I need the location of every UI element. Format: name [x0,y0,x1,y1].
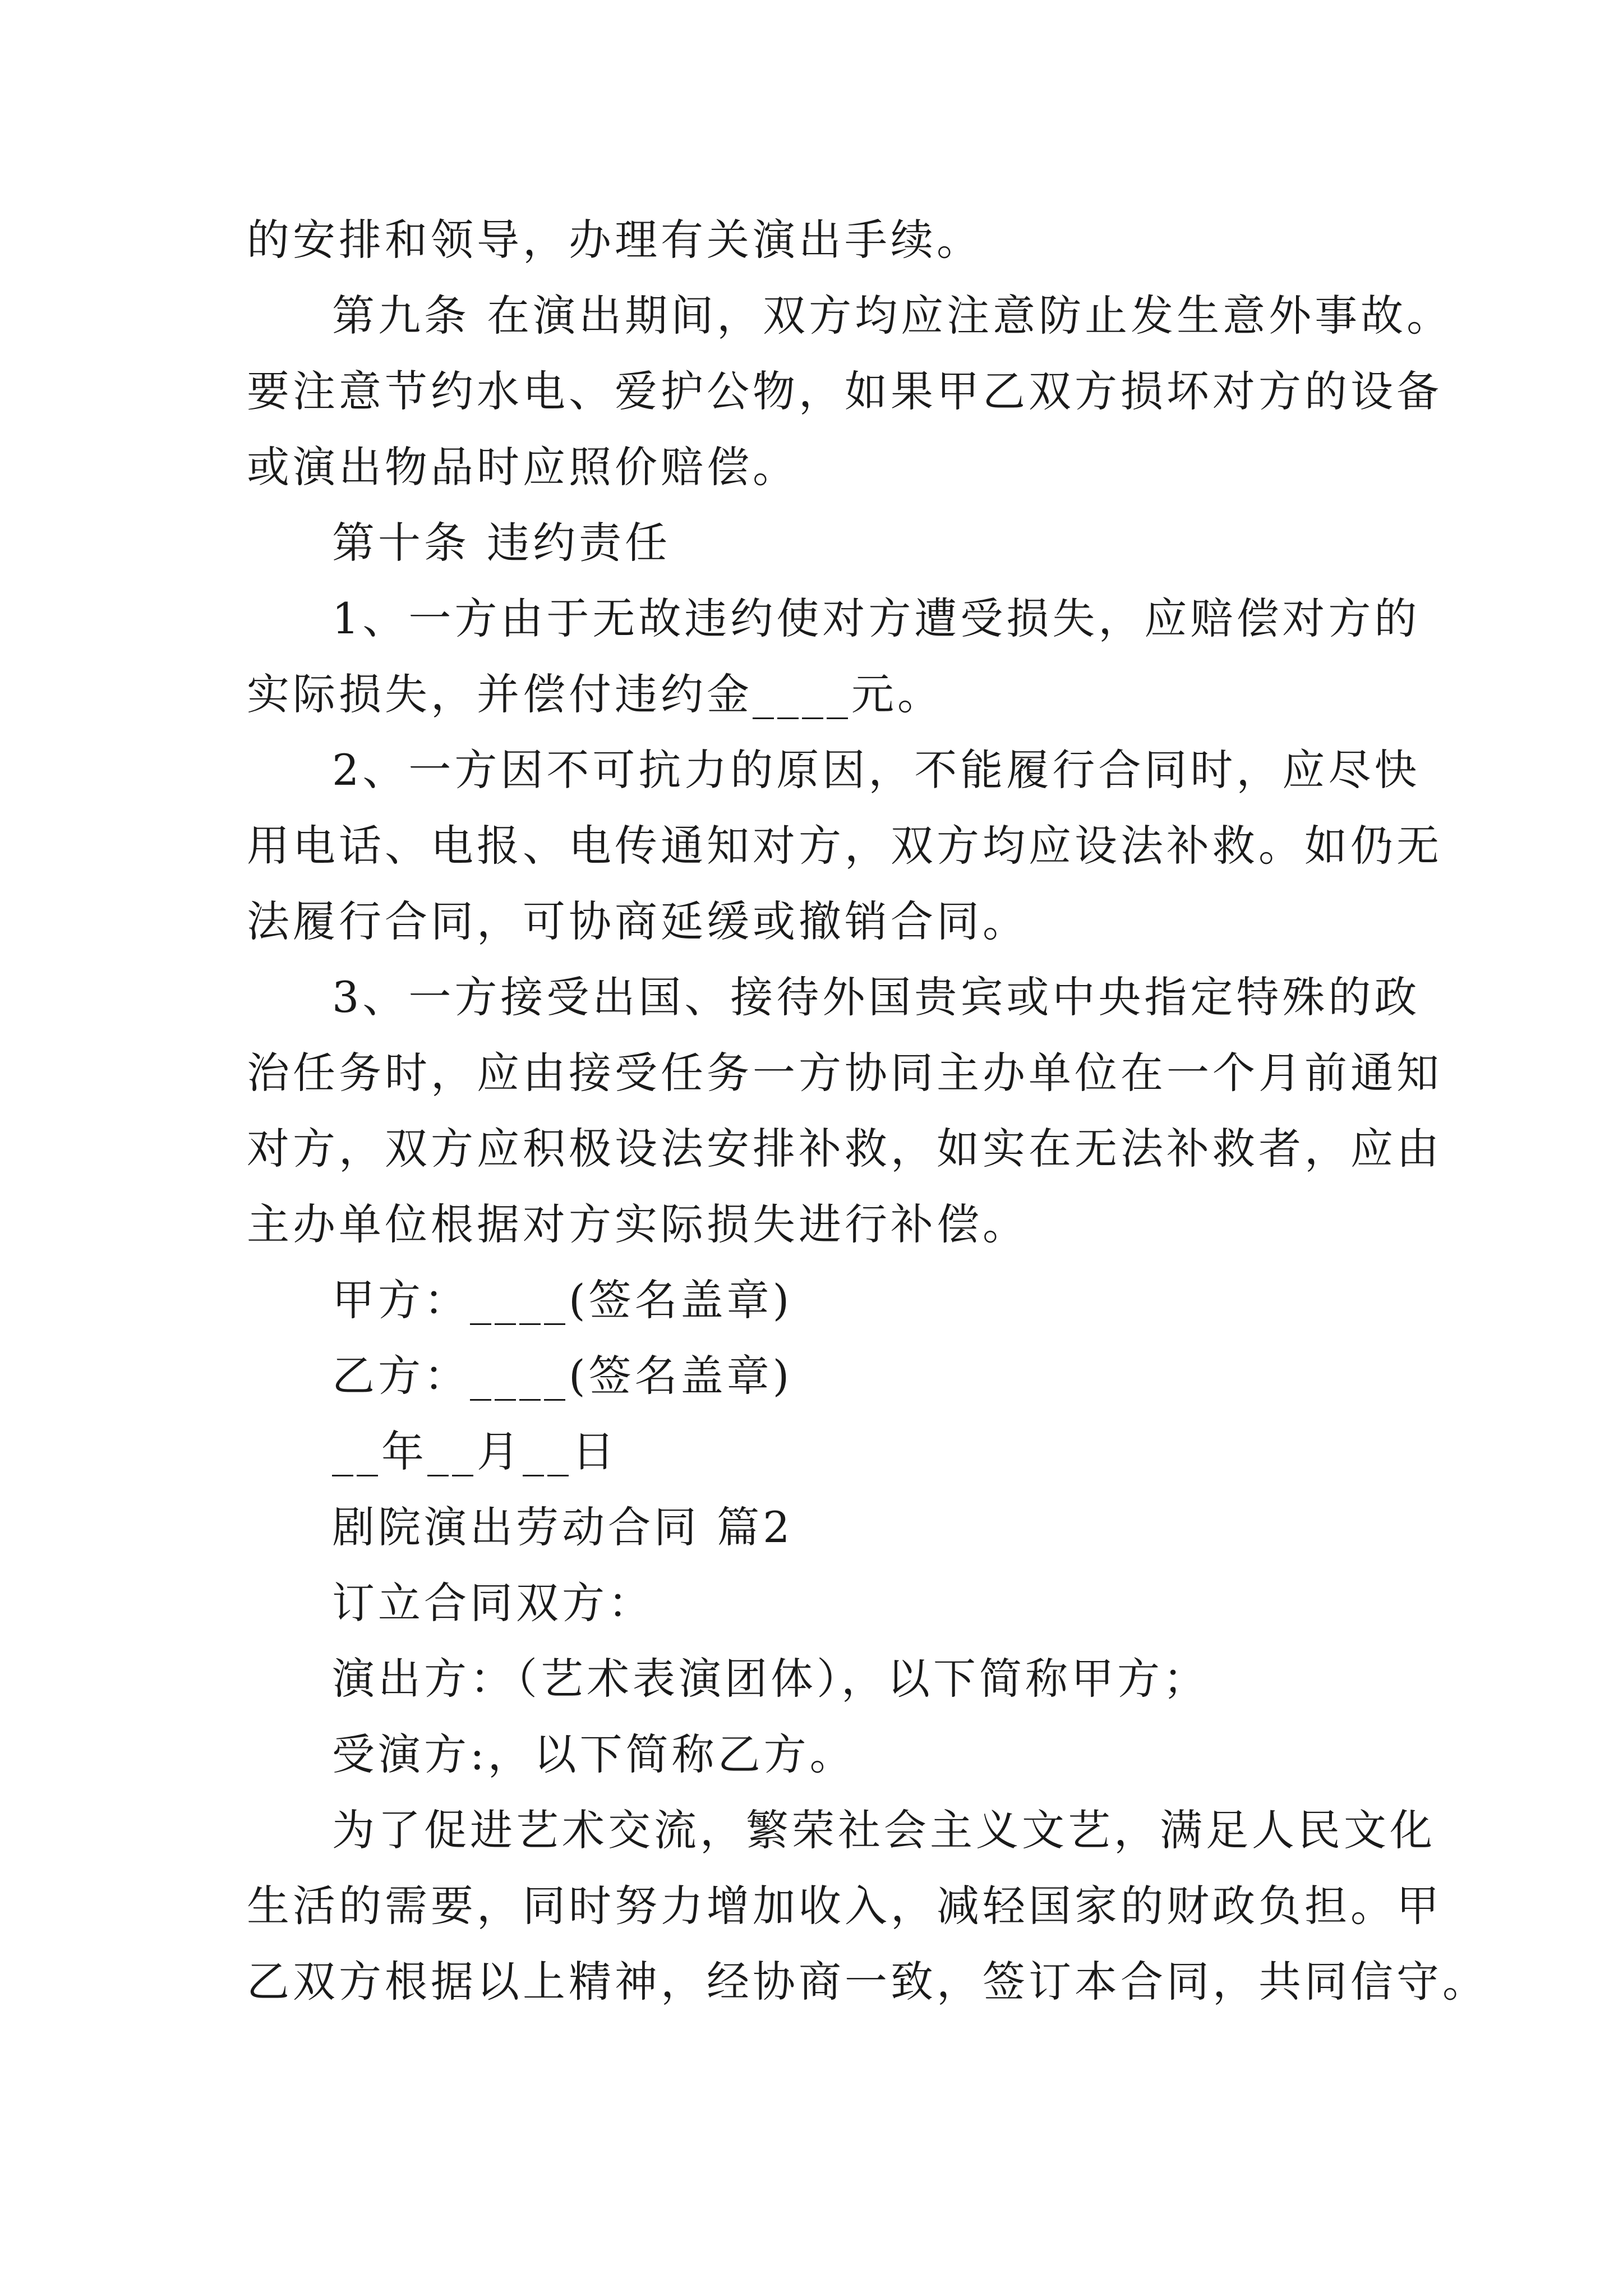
paragraph-line: 要注意节约水电、爱护公物，如果甲乙双方损坏对方的设备 [247,366,1442,416]
paragraph-line: 乙双方根据以上精神，经协商一致，签订本合同，共同信守。 [247,1957,1488,2007]
section-heading: 第十条 违约责任 [332,518,671,568]
paragraph-line: 演出方：（艺术表演团体），以下简称甲方； [332,1654,1209,1704]
paragraph-line: 订立合同双方： [332,1578,654,1628]
paragraph-line: 法履行合同，可协商延缓或撤销合同。 [247,896,1029,946]
paragraph-line: 2、一方因不可抗力的原因，不能履行合同时，应尽快 [332,745,1421,795]
document-body [247,202,1488,2019]
signature-party-b: 乙方：____(签名盖章) [332,1351,793,1401]
paragraph-line: 受演方:，以下简称乙方。 [332,1729,856,1779]
paragraph-line: 实际损失，并偿付违约金____元。 [247,669,943,719]
document-title: 剧院演出劳动合同 篇2 [332,1502,794,1552]
paragraph-line: 主办单位根据对方实际损失进行补偿。 [247,1199,1029,1249]
paragraph-line: 用电话、电报、电传通知对方，双方均应设法补救。如仍无 [247,821,1442,871]
paragraph-line: 1、一方由于无故违约使对方遭受损失，应赔偿对方的 [332,593,1421,643]
paragraph-line: 生活的需要，同时努力增加收入，减轻国家的财政负担。甲 [247,1881,1442,1931]
signature-party-a: 甲方：____(签名盖章) [332,1275,793,1325]
paragraph-line: 对方，双方应积极设法安排补救，如实在无法补救者，应由 [247,1124,1442,1174]
paragraph-line: 或演出物品时应照价赔偿。 [247,442,799,492]
paragraph-line: 3、一方接受出国、接待外国贵宾或中央指定特殊的政 [332,972,1421,1022]
paragraph-line: 为了促进艺术交流，繁荣社会主义文艺，满足人民文化 [332,1805,1436,1855]
paragraph-line: 治任务时，应由接受任务一方协同主办单位在一个月前通知 [247,1048,1442,1098]
date-line: __年__月__日 [332,1427,618,1476]
paragraph-line: 的安排和领导，办理有关演出手续。 [247,215,983,265]
paragraph-line: 第九条 在演出期间，双方均应注意防止发生意外事故。 [332,291,1453,341]
